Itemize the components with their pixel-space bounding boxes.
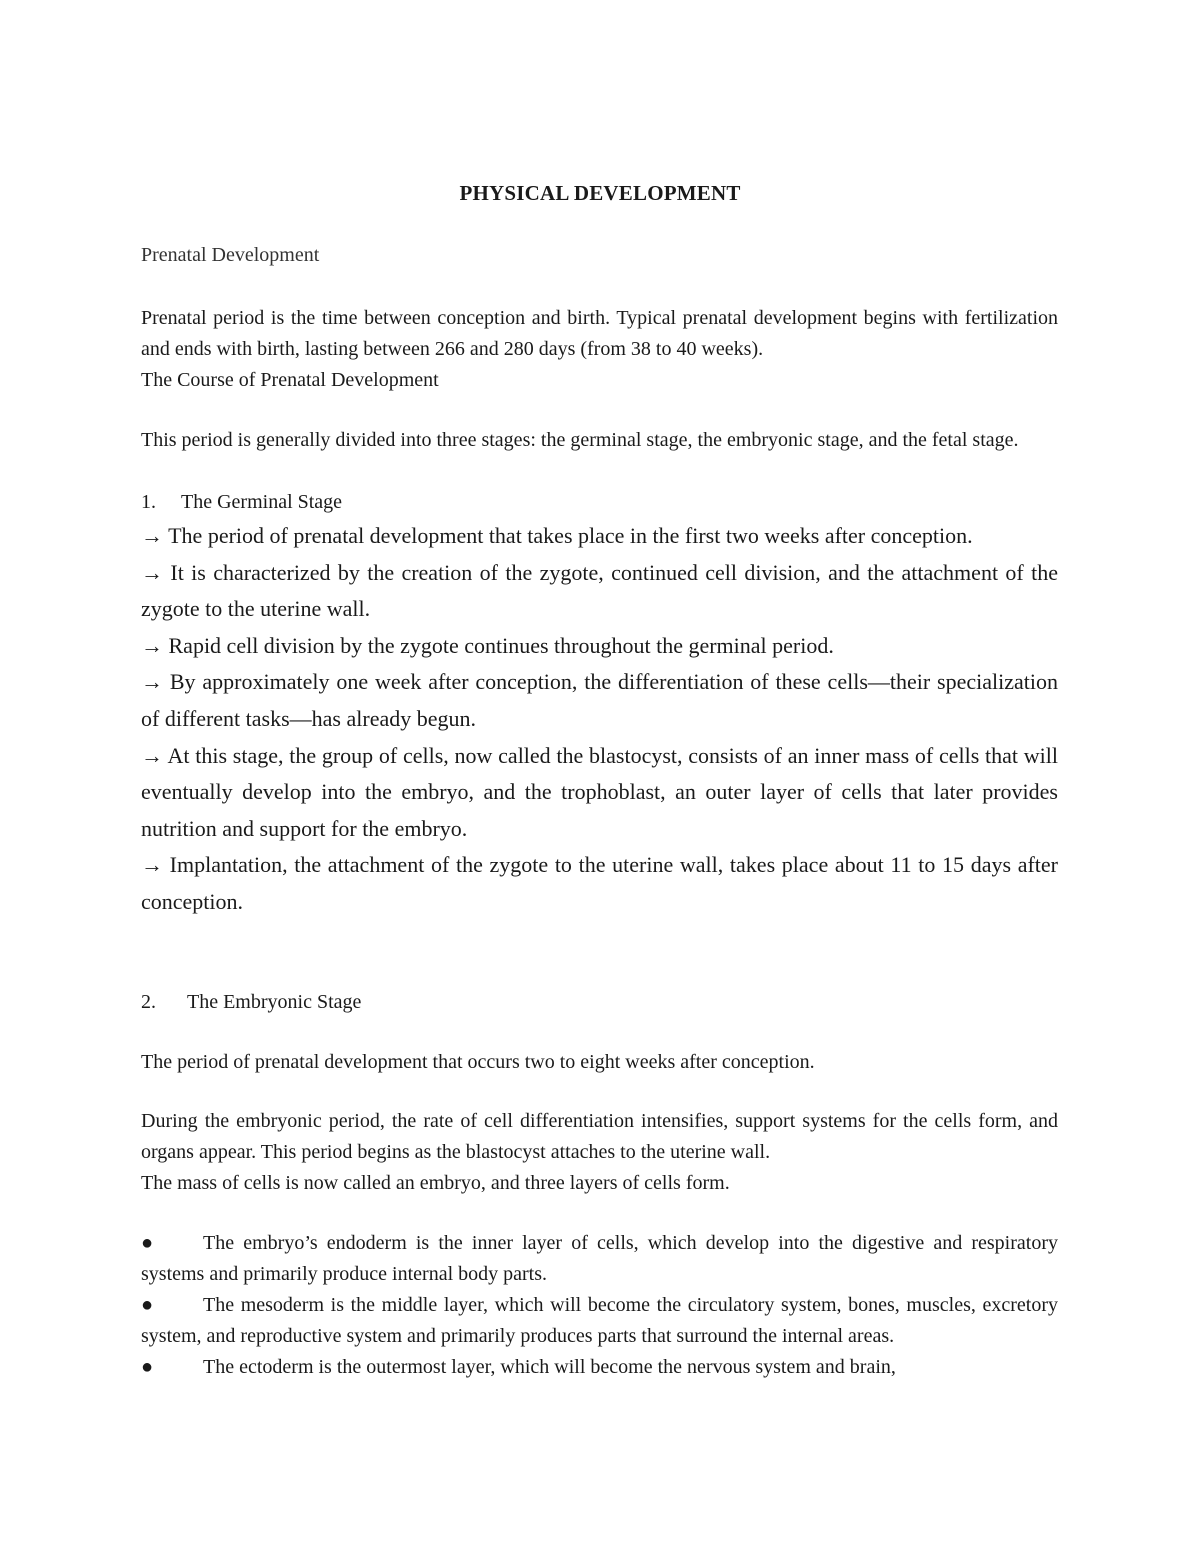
bullet-icon: ● [141,1232,154,1254]
germinal-stage-title: The Germinal Stage [181,491,343,513]
germinal-point: → It is characterized by the creation of the zygote, continued cell division, and the attachment of the zygote to the uterine wall. [141,559,1058,622]
germinal-stage-heading [141,487,1058,518]
germinal-point: → Rapid cell division by the zygote continues throughout the germinal period. [141,632,834,658]
embryonic-stage-number: 2. [141,991,156,1013]
germ-layers-list [141,1228,1058,1383]
germinal-point: → Implantation, the attachment of the zygote to the uterine wall, takes place about 11 to 15 days after conception. [141,852,1059,914]
list-item: ● The mesoderm is the middle layer, which will become the circulatory system, bones, muscles, excretory system, and reproductive system and primarily produces parts that surround the internal areas. [141,1290,1058,1352]
stages-intro-paragraph: This period is generally divided into three stages: the germinal stage, the embryonic stage, and the fetal stage. [141,429,1019,451]
intro-paragraph: Prenatal period is the time between conception and birth. Typical prenatal development begins with fertilization and ends with birth, lasting between 266 and 280 days (from 38 to 40 weeks). [141,307,1058,360]
arrow-icon: → [141,852,163,878]
germinal-point: → The period of prenatal development that takes place in the first two weeks after conception. [141,523,973,548]
bullet-icon: ● [141,1294,154,1316]
germinal-point: → By approximately one week after conception, the differentiation of these cells—their specialization of different tasks—has already begun. [141,669,1058,731]
germinal-stage-number: 1. [141,491,156,513]
arrow-icon: → [141,559,163,585]
embryonic-definition: The period of prenatal development that occurs two to eight weeks after conception. [141,1051,815,1073]
arrow-icon: → [141,523,163,548]
embryonic-paragraph-2: The mass of cells is now called an embryo, and three layers of cells form. [141,1172,730,1194]
bullet-icon: ● [141,1356,154,1378]
germinal-points [141,518,1058,921]
arrow-icon: → [141,669,163,695]
embryonic-stage-title: The Embryonic Stage [187,991,362,1013]
germinal-point: → At this stage, the group of cells, now called the blastocyst, consists of an inner mass of cells that will eventually develop into the embryo, and the trophoblast, an outer layer of cells that later provides nutrition and support for the embryo. [141,742,1058,841]
course-heading: The Course of Prenatal Development [141,369,439,391]
arrow-icon: → [141,742,163,768]
list-item: ● The embryo’s endoderm is the inner layer of cells, which develop into the digestive and respiratory systems and primarily produce internal body parts. [141,1228,1058,1290]
embryonic-paragraph: During the embryonic period, the rate of cell differentiation intensifies, support systems for the cells form, and organs appear. This period begins as the blastocyst attaches to the uterine wall. [141,1110,1058,1163]
list-item: ● The ectoderm is the outermost layer, which will become the nervous system and brain, [141,1352,1058,1383]
embryonic-stage-heading [141,987,1058,1018]
section-subheading: Prenatal Development [141,244,320,266]
page-title: PHYSICAL DEVELOPMENT [459,181,741,205]
arrow-icon: → [141,632,163,658]
